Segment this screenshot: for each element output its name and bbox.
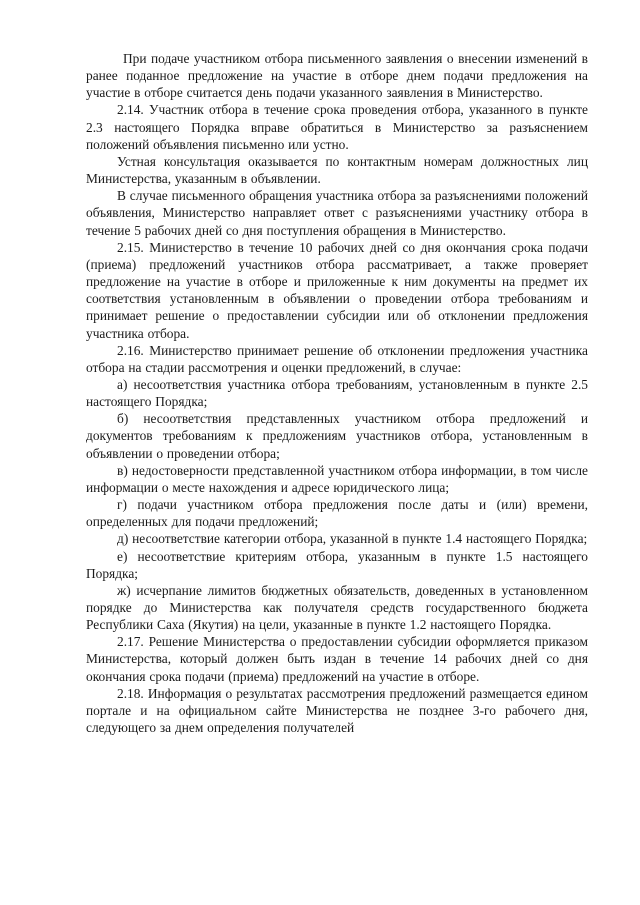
document-page [86, 50, 588, 736]
paragraph-oral-consultation: Устная консультация оказывается по контактным номерам должностных лиц Министерства, указанным в объявлении. [86, 153, 588, 187]
paragraph-application-change: При подаче участником отбора письменного заявления о внесении изменений в ранее поданное предложение на участие в отборе днем подачи предложения на участие в отборе считается день подачи указанного заявления в Министерство. [86, 51, 588, 101]
paragraph-2-16: 2.16. Министерство принимает решение об отклонении предложения участника отбора на стадии рассмотрения и оценки предложений, в случае: [86, 342, 588, 375]
paragraph-2-18: 2.18. Информация о результатах рассмотрения предложений размещается едином портале и на официальном сайте Министерства не позднее 3-го рабочего дня, следующего за днем определения получателей [86, 685, 588, 736]
list-item-e: е) несоответствие критериям отбора, указанным в пункте 1.5 настоящего Порядка; [86, 548, 588, 581]
paragraph-2-15: 2.15. Министерство в течение 10 рабочих дней со дня окончания срока подачи (приема) предложений участников отбора рассматривает, а также проверяет предложение на участие в отборе и приложенные к ним документы на предмет их соответствия установленным в объявлении о проведении отбора требованиям и принимает решение о предоставлении субсидии или об отклонении предложения участника отбора. [86, 239, 588, 341]
paragraph-2-17: 2.17. Решение Министерства о предоставлении субсидии оформляется приказом Министерства, который должен быть издан в течение 14 рабочих дней со дня окончания срока подачи (приема) предложений на участие в отборе. [86, 634, 588, 684]
paragraph-written-request: В случае письменного обращения участника отбора за разъяснениями положений объявления, Министерство направляет ответ с разъяснениями участнику отбора в течение 5 рабочих дней со дня поступления обращения в Министерство. [86, 188, 588, 238]
list-item-v: в) недостоверности представленной участником отбора информации, в том числе информации о месте нахождения и адресе юридического лица; [86, 462, 588, 495]
list-item-zh: ж) исчерпание лимитов бюджетных обязательств, доведенных в установленном порядке до Министерства как получателя средств государственного бюджета Республики Саха (Якутия) на цели, указанные в пункте 1.2 настоящего Порядка. [86, 582, 588, 633]
list-item-a: а) несоответствия участника отбора требованиям, установленным в пункте 2.5 настоящего Порядка; [86, 376, 588, 410]
list-item-b: б) несоответствия представленных участником отбора предложений и документов требованиям к предложениям участников отбора, установленным в объявлении о проведении отбора; [86, 411, 588, 461]
list-item-g: г) подачи участником отбора предложения после даты и (или) времени, определенных для подачи предложений; [86, 497, 588, 530]
list-item-d: д) несоответствие категории отбора, указанной в пункте 1.4 настоящего Порядка; [117, 531, 588, 547]
paragraph-2-14: 2.14. Участник отбора в течение срока проведения отбора, указанного в пункте 2.3 настоящего Порядка вправе обратиться в Министерство за разъяснением положений объявления письменно или устно. [86, 102, 588, 152]
